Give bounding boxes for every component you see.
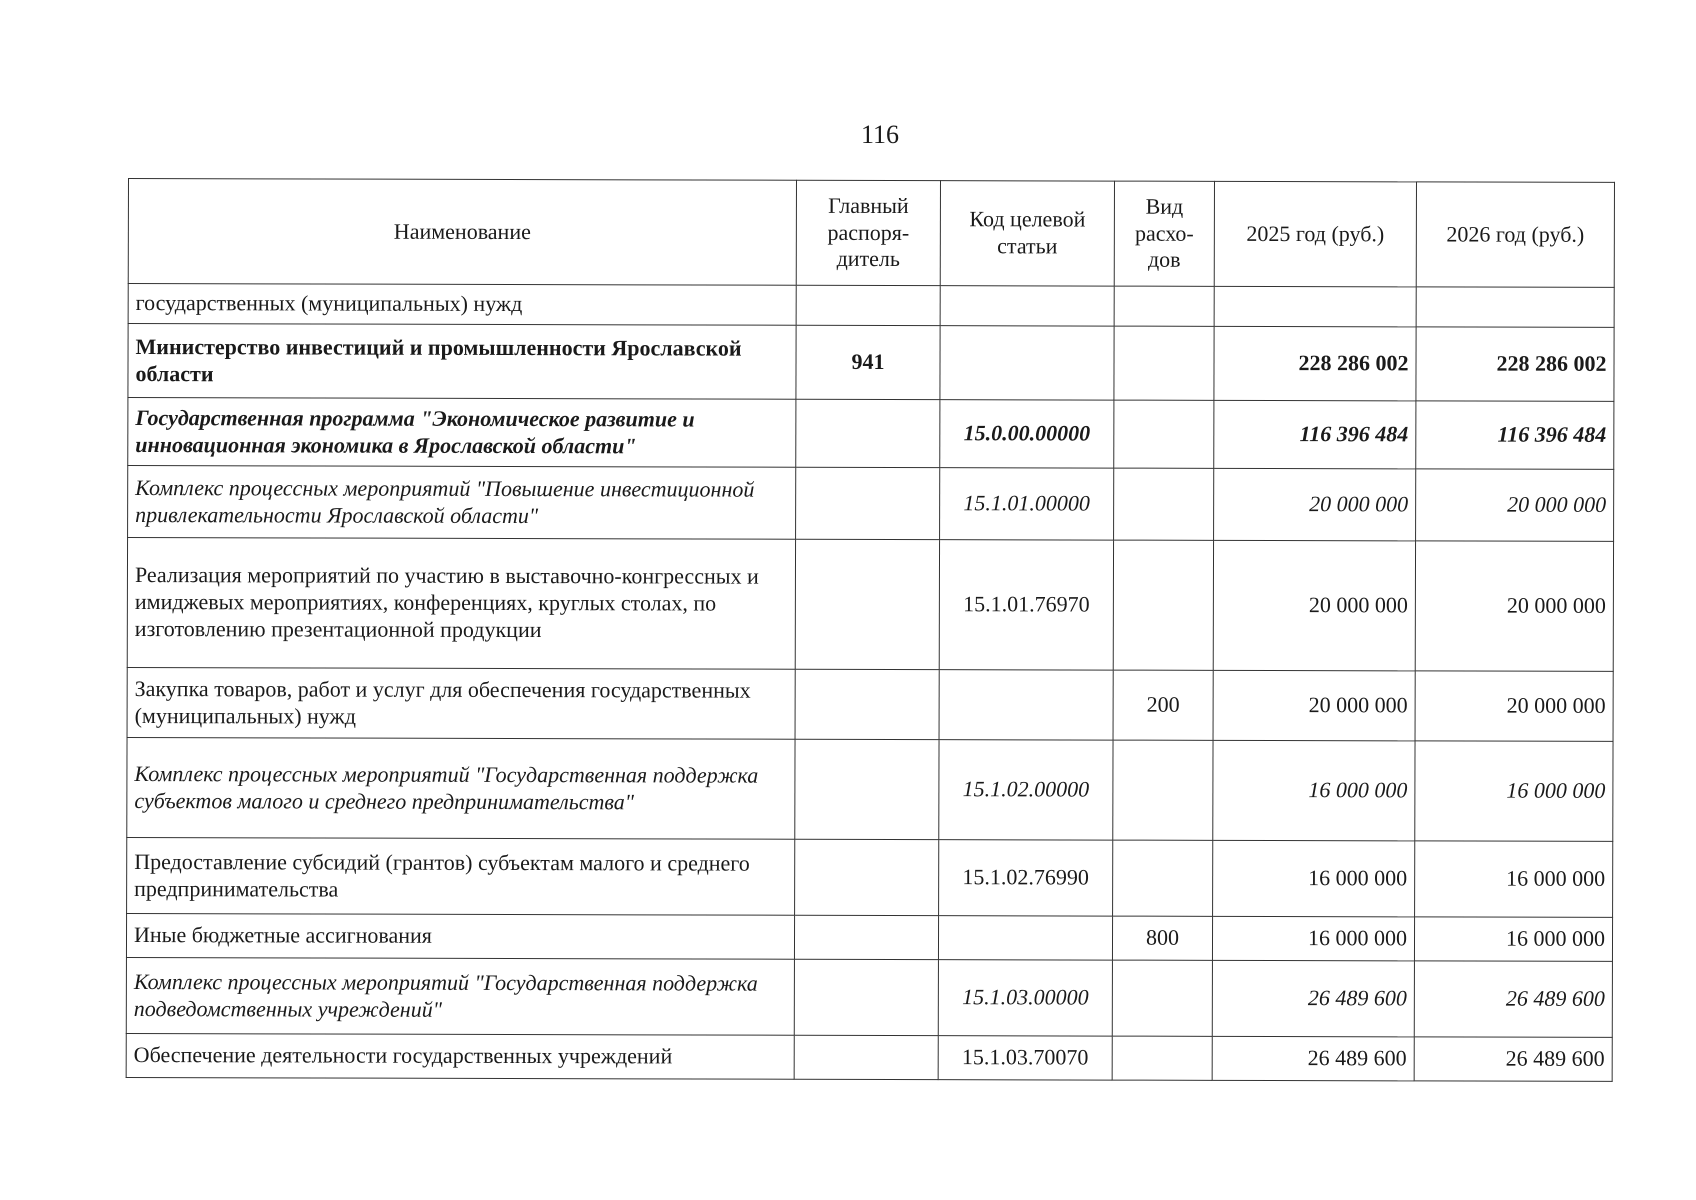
cell-2025: 20 000 000 (1214, 468, 1416, 541)
table-row (128, 398, 1614, 470)
cell-name: Государственная программа "Экономическое развитие и инновационная экономика в Ярославской области" (128, 398, 796, 468)
cell-manager (795, 539, 939, 669)
cell-code (938, 916, 1112, 960)
cell-2025: 16 000 000 (1212, 916, 1414, 961)
cell-code: 15.0.00.00000 (940, 400, 1114, 468)
cell-2026: 16 000 000 (1415, 741, 1613, 842)
cell-expense-type: 200 (1113, 670, 1213, 740)
cell-code: 15.1.01.76970 (939, 540, 1113, 670)
cell-name: Комплекс процессных мероприятий "Государственная поддержка субъектов малого и среднего предпринимательства" (127, 737, 795, 839)
header-code: Код целевой статьи (940, 181, 1114, 286)
table-row (127, 667, 1613, 741)
cell-manager (795, 839, 939, 915)
table-row (128, 324, 1614, 402)
cell-2026: 228 286 002 (1416, 327, 1614, 402)
table-row (128, 466, 1614, 542)
table-row (126, 913, 1612, 961)
cell-2025: 20 000 000 (1213, 540, 1415, 671)
cell-code: 15.1.03.70070 (938, 1036, 1112, 1080)
table-header-row (128, 179, 1614, 288)
header-2026: 2026 год (руб.) (1416, 182, 1614, 288)
cell-2026: 20 000 000 (1415, 671, 1613, 742)
cell-2026: 16 000 000 (1414, 917, 1612, 962)
cell-2025: 228 286 002 (1214, 326, 1416, 401)
table-row (126, 957, 1612, 1037)
cell-manager (796, 399, 940, 467)
cell-2026: 26 489 600 (1414, 961, 1612, 1038)
cell-2025: 16 000 000 (1213, 840, 1415, 917)
header-name: Наименование (128, 179, 796, 286)
cell-name: Обеспечение деятельности государственных учреждений (126, 1033, 794, 1079)
cell-expense-type (1112, 960, 1212, 1036)
cell-expense-type (1114, 286, 1214, 326)
cell-manager (794, 915, 938, 959)
cell-expense-type (1114, 326, 1214, 400)
table-row (127, 737, 1613, 841)
cell-name: Министерство инвестиций и промышленности Ярославской области (128, 324, 796, 400)
table-row (127, 538, 1613, 672)
cell-2026: 116 396 484 (1416, 401, 1614, 470)
cell-code: 15.1.01.00000 (940, 468, 1114, 540)
cell-expense-type (1113, 840, 1213, 916)
cell-2026: 16 000 000 (1415, 841, 1613, 918)
cell-name: Предоставление субсидий (грантов) субъектам малого и среднего предпринимательства (127, 837, 795, 915)
cell-manager (794, 959, 938, 1035)
cell-manager (795, 669, 939, 739)
cell-2025: 20 000 000 (1213, 670, 1415, 741)
cell-manager (796, 467, 940, 539)
page-number: 116 (860, 120, 900, 149)
table-row (126, 1033, 1612, 1081)
cell-2026 (1416, 287, 1614, 328)
cell-manager (795, 739, 939, 839)
cell-name: Комплекс процессных мероприятий "Повышение инвестиционной привлекательности Ярославской области" (128, 466, 796, 540)
cell-name: Реализация мероприятий по участию в выставочно-конгрессных и имиджевых мероприятиях, конференциях, круглых столах, по изготовлению презентационной продукции (127, 538, 795, 670)
cell-expense-type (1113, 540, 1213, 670)
cell-code: 15.1.02.00000 (939, 740, 1113, 840)
cell-manager (796, 285, 940, 325)
header-2025: 2025 год (руб.) (1214, 181, 1416, 287)
cell-2025: 26 489 600 (1212, 1036, 1414, 1081)
cell-name: государственных (муниципальных) нужд (128, 284, 796, 326)
cell-code: 15.1.02.76990 (939, 840, 1113, 916)
cell-2025: 116 396 484 (1214, 400, 1416, 469)
table-row (127, 837, 1613, 917)
cell-expense-type (1114, 468, 1214, 540)
cell-code: 15.1.03.00000 (938, 960, 1112, 1036)
cell-2026: 20 000 000 (1415, 541, 1613, 672)
cell-expense-type (1112, 1036, 1212, 1080)
cell-manager: 941 (796, 325, 940, 399)
header-expense-type: Вид расхо-дов (1114, 181, 1214, 286)
cell-2025: 16 000 000 (1213, 740, 1415, 841)
cell-name: Комплекс процессных мероприятий "Государственная поддержка подведомственных учреждений" (126, 957, 794, 1035)
cell-2025: 26 489 600 (1212, 960, 1414, 1037)
header-manager: Главный распоря-дитель (796, 180, 940, 285)
table-row (128, 284, 1614, 328)
cell-code (940, 286, 1114, 326)
budget-table (126, 178, 1615, 1082)
cell-name: Иные бюджетные ассигнования (126, 913, 794, 959)
cell-2026: 20 000 000 (1416, 469, 1614, 542)
cell-manager (794, 1035, 938, 1079)
cell-2025 (1214, 286, 1416, 327)
cell-expense-type (1113, 740, 1213, 840)
cell-expense-type: 800 (1112, 916, 1212, 960)
cell-code (939, 670, 1113, 740)
cell-2026: 26 489 600 (1414, 1037, 1612, 1082)
cell-name: Закупка товаров, работ и услуг для обеспечения государственных (муниципальных) нужд (127, 667, 795, 739)
cell-code (940, 326, 1114, 400)
cell-expense-type (1114, 400, 1214, 468)
